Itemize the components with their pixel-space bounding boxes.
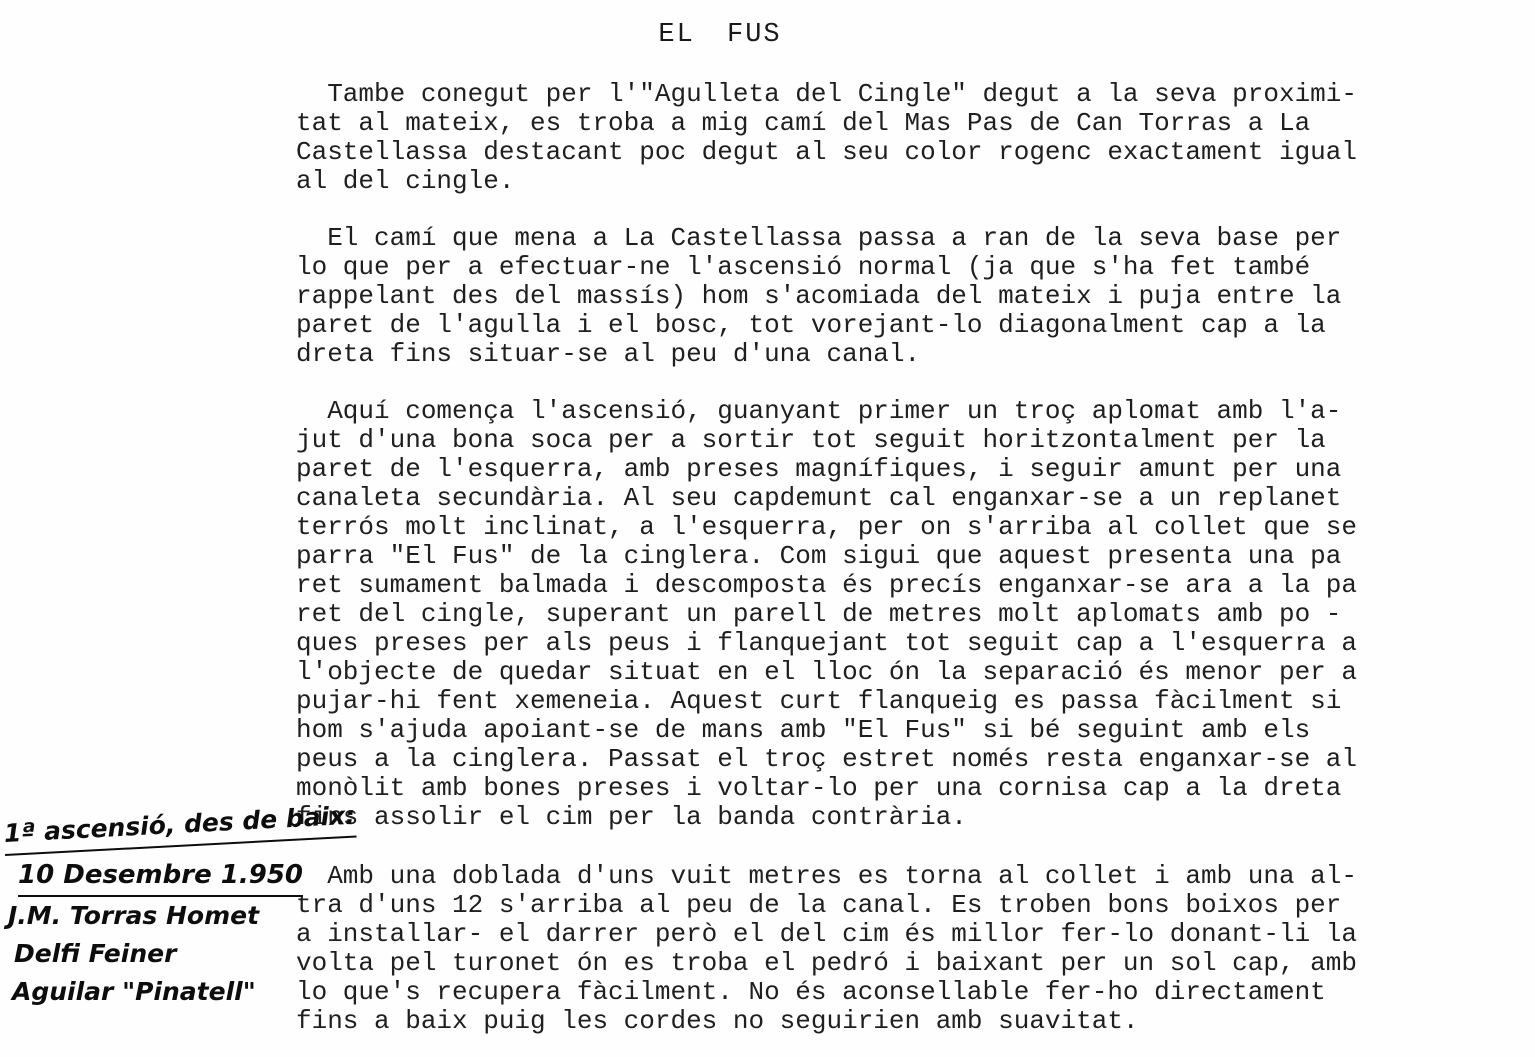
paragraph-4 bbox=[296, 862, 1526, 1036]
text-line: Castellassa destacant poc degut al seu color rogenc exactament igual bbox=[296, 137, 1357, 167]
text-line: al del cingle. bbox=[296, 166, 515, 196]
text-line: ret del cingle, superant un parell de metres molt aplomats amb po - bbox=[296, 599, 1342, 629]
text-line: parra "El Fus" de la cinglera. Com sigui que aquest presenta una pa bbox=[296, 541, 1342, 571]
text-line: Aquí comença l'ascensió, guanyant primer un troç aplomat amb l'a- bbox=[296, 396, 1342, 426]
text-line: terrós molt inclinat, a l'esquerra, per on s'arriba al collet que se bbox=[296, 512, 1357, 542]
paragraph-spacer bbox=[296, 369, 1526, 397]
text-line: fins assolir el cim per la banda contrària. bbox=[296, 802, 967, 832]
paragraph-1 bbox=[296, 80, 1526, 196]
document-title: EL FUS bbox=[658, 20, 782, 50]
ascent-date: 10 Desembre 1.950 bbox=[18, 856, 303, 897]
text-line: hom s'ajuda apoiant-se de mans amb "El Fus" si bé seguint amb els bbox=[296, 715, 1311, 745]
climber-name: Aguilar "Pinatell" bbox=[12, 977, 256, 1006]
text-line: l'objecte de quedar situat en el lloc ón la separació és menor per a bbox=[296, 657, 1357, 687]
text-line: lo que's recupera fàcilment. No és aconsellable fer-ho directament bbox=[296, 977, 1326, 1007]
text-line: pujar-hi fent xemeneia. Aquest curt flanqueig es passa fàcilment si bbox=[296, 686, 1342, 716]
text-line: El camí que mena a La Castellassa passa a ran de la seva base per bbox=[296, 223, 1342, 253]
ascent-heading: 1ª ascensió, des de baix: bbox=[3, 797, 356, 856]
climber-name: Delfi Feiner bbox=[14, 939, 177, 968]
paragraph-spacer bbox=[296, 196, 1526, 224]
text-line: fins a baix puig les cordes no seguirien amb suavitat. bbox=[296, 1006, 1139, 1036]
document-body bbox=[296, 80, 1526, 1036]
text-line: lo que per a efectuar-ne l'ascensió normal (ja que s'ha fet també bbox=[296, 252, 1311, 282]
text-line: peus a la cinglera. Passat el troç estret només resta enganxar-se al bbox=[296, 744, 1357, 774]
text-line: paret de l'esquerra, amb preses magnífiques, i seguir amunt per una bbox=[296, 454, 1342, 484]
text-line: jut d'una bona soca per a sortir tot seguit horitzontalment per la bbox=[296, 425, 1326, 455]
text-line: paret de l'agulla i el bosc, tot vorejant-lo diagonalment cap a la bbox=[296, 310, 1326, 340]
text-line: volta pel turonet ón es troba el pedró i baixant per un sol cap, amb bbox=[296, 948, 1357, 978]
text-line: Amb una doblada d'uns vuit metres es torna al collet i amb una al- bbox=[296, 861, 1357, 891]
text-line: monòlit amb bones preses i voltar-lo per una cornisa cap a la dreta bbox=[296, 773, 1342, 803]
text-line: dreta fins situar-se al peu d'una canal. bbox=[296, 339, 921, 369]
paragraph-spacer bbox=[296, 832, 1526, 862]
text-line: canaleta secundària. Al seu capdemunt cal enganxar-se a un replanet bbox=[296, 483, 1342, 513]
text-line: rappelant des del massís) hom s'acomiada del mateix i puja entre la bbox=[296, 281, 1342, 311]
text-line: Tambe conegut per l'"Agulleta del Cingle" degut a la seva proximi- bbox=[296, 79, 1357, 109]
text-line: tra d'uns 12 s'arriba al peu de la canal. Es troben bons boixos per bbox=[296, 890, 1342, 920]
paragraph-2 bbox=[296, 224, 1526, 369]
text-line: tat al mateix, es troba a mig camí del Mas Pas de Can Torras a La bbox=[296, 108, 1311, 138]
paragraph-3 bbox=[296, 397, 1526, 832]
handwritten-ascent-note bbox=[3, 800, 356, 1011]
text-line: a installar- el darrer però el del cim és millor fer-lo donant-li la bbox=[296, 919, 1357, 949]
text-line: ques preses per als peus i flanquejant tot seguit cap a l'esquerra a bbox=[296, 628, 1357, 658]
climber-name: J.M. Torras Homet bbox=[8, 901, 260, 930]
text-line: ret sumament balmada i descomposta és precís enganxar-se ara a la pa bbox=[296, 570, 1357, 600]
